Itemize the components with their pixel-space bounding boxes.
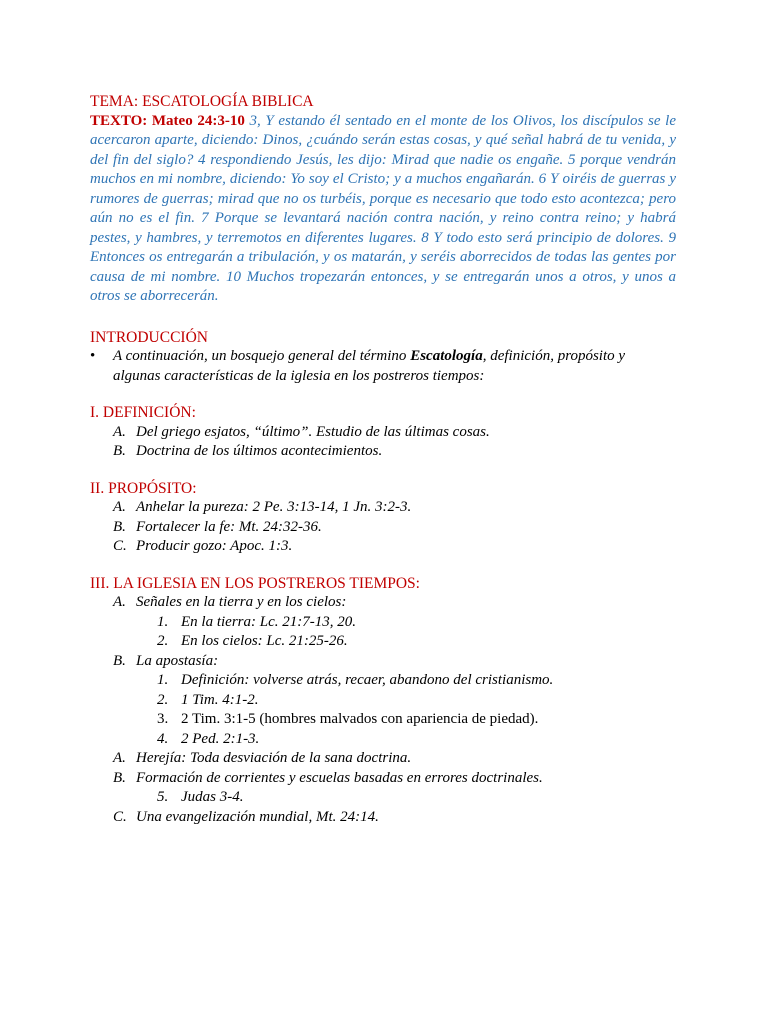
page-title: TEMA: ESCATOLOGÍA BIBLICA [90,93,314,110]
definition-item: B. Doctrina de los últimos acontecimientos. [90,442,676,462]
introduction-list [90,347,676,386]
outline-item: B. Formación de corrientes y escuelas basadas en errores doctrinales. [90,769,676,789]
list-marker: B. [113,518,126,535]
list-marker: 1. [157,672,169,688]
outline-subitem: 2. En los cielos: Lc. 21:25-26. [90,632,676,652]
list-marker: A. [113,423,126,440]
document-page [90,92,676,827]
list-marker: 5. [157,789,169,805]
list-marker: 2. [157,633,169,649]
outline-item: B. La apostasía: [90,652,676,672]
term-escatologia: Escatología [410,348,483,364]
outline-subitem: 1. Definición: volverse atrás, recaer, abandono del cristianismo. [90,671,676,691]
introduction-item: • A continuación, un bosquejo general del término Escatología, definición, propósito y algunas características de la iglesia en los postreros tiempos: [90,348,626,384]
church-last-times-list [90,593,676,827]
purpose-heading: II. PROPÓSITO: [90,479,197,497]
list-marker: A. [113,594,126,610]
scripture-reference: Mateo 24:3-10 [151,112,245,129]
scripture-text: 3, Y estando él sentado en el monte de los Olivos, los discípulos se le acercaron aparte, diciendo: Dinos, ¿cuándo serán estas cosas, y qué señal habrá de tu venida, y del fin del siglo? 4 respondiendo Jesús, les dijo: Mirad que nadie os engañe. 5 porque vendrán muchos en mi nombre, diciendo: Yo soy el Cristo; y a muchos engañarán. 6 Y oiréis de guerras y rumores de guerras; mirad que no os turbéis, porque es necesario que todo esto acontezca; pero aún no es el fin. 7 Porque se levantará nación contra nación, y reino contra reino; y habrá pestes, y hambres, y terremotos en diferentes lugares. 8 Y todo esto será principio de dolores. 9 Entonces os entregarán a tribulación, y os matarán, y seréis aborrecidos de todas las gentes por causa de mi nombre. 10 Muchos tropezarán entonces, y se entregarán unos a otros, y unos a otros se aborrecerán. [90,112,676,304]
list-marker: 4. [157,730,169,747]
purpose-list [90,498,676,557]
outline-subitem: 3. 2 Tim. 3:1-5 (hombres malvados con apariencia de piedad). [90,710,676,730]
outline-subitem: 5. Judas 3-4. [90,788,676,808]
church-last-times-heading: III. LA IGLESIA EN LOS POSTREROS TIEMPOS: [90,574,420,592]
list-marker: C. [113,538,127,554]
scripture-passage [90,112,676,307]
list-marker: A. [113,750,126,766]
definition-heading: I. DEFINICIÓN: [90,404,196,421]
purpose-item: B. Fortalecer la fe: Mt. 24:32-36. [90,518,676,538]
definition-item: A. Del griego esjatos, “último”. Estudio de las últimas cosas. [90,423,676,443]
list-marker: 3. [157,711,169,727]
outline-subitem: 2. 1 Tim. 4:1-2. [90,691,676,711]
list-marker: A. [113,499,126,515]
list-marker: B. [113,652,126,669]
outline-subitem: 1. En la tierra: Lc. 21:7-13, 20. [90,613,676,633]
list-marker: C. [113,808,127,825]
purpose-item: C. Producir gozo: Apoc. 1:3. [90,537,676,557]
bullet-icon: • [90,348,96,364]
definition-list [90,423,676,462]
introduction-heading: INTRODUCCIÓN [90,328,208,346]
list-marker: B. [113,443,126,459]
purpose-item: A. Anhelar la pureza: 2 Pe. 3:13-14, 1 Jn. 3:2-3. [90,498,676,518]
list-marker: 1. [157,613,169,630]
outline-subitem: 4. 2 Ped. 2:1-3. [90,730,676,750]
outline-item: A. Señales en la tierra y en los cielos: [90,593,676,613]
outline-item: A. Herejía: Toda desviación de la sana doctrina. [90,749,676,769]
texto-label: TEXTO: Mateo 24:3-10 [90,112,245,129]
outline-item: C. Una evangelización mundial, Mt. 24:14. [90,808,676,828]
list-marker: B. [113,769,126,786]
list-marker: 2. [157,691,169,708]
